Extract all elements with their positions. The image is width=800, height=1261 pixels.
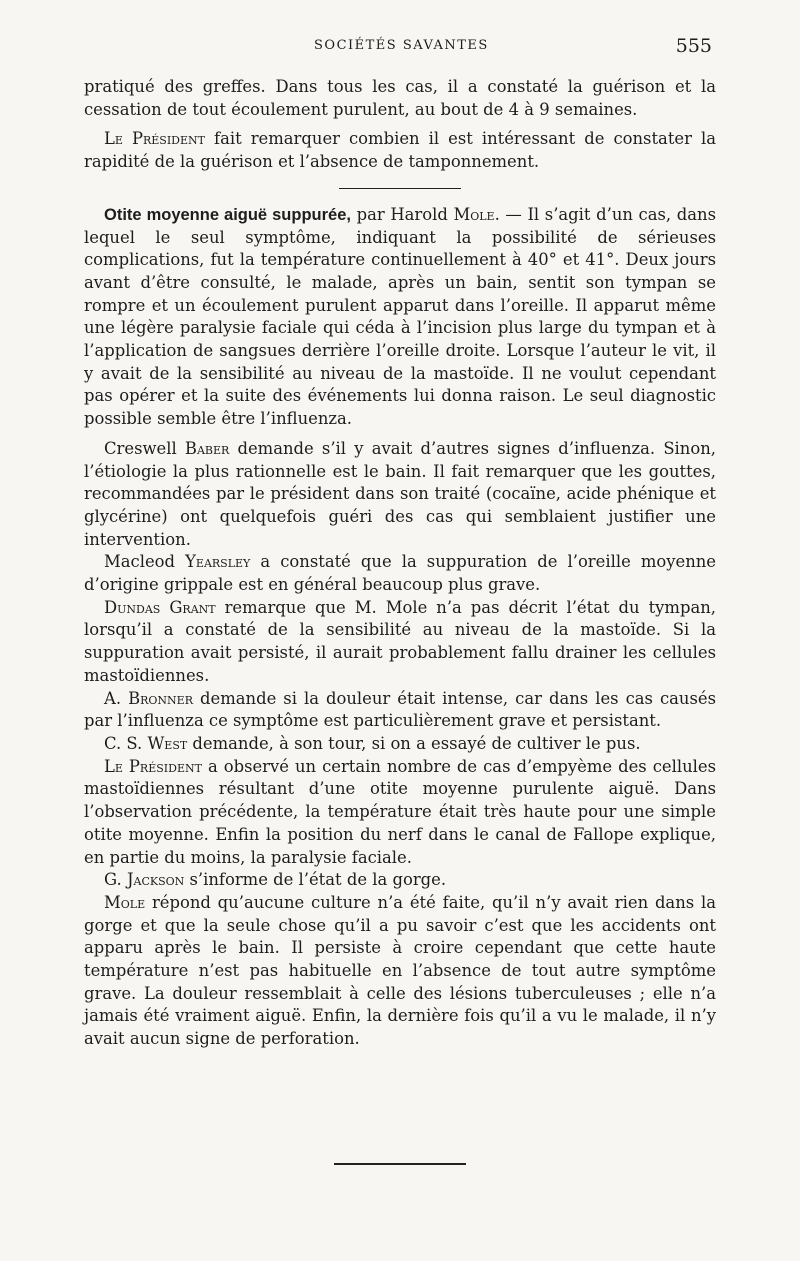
paragraph-bronner: [84, 688, 716, 733]
speaker-name: Mole: [104, 892, 146, 912]
speaker-prefix: Macleod: [104, 552, 186, 572]
article-title: Otite moyenne aiguë suppurée,: [104, 205, 351, 224]
paragraph-text: demande s’il y avait d’autres signes d’influenza. Sinon, l’étiologie la plus rationnelle est le bain. Il fait remarquer que les gouttes, recommandées par le président dans son traité (cocaïne, acide phénique et glycérine) ont quelquefois guéri des cas qui semblaient justifier une intervention.: [84, 438, 716, 549]
body-text: [84, 76, 716, 1051]
section-divider: [339, 188, 461, 189]
paragraph-mole-reply: [84, 892, 716, 1051]
paragraph-yearsley: [84, 551, 716, 596]
paragraph-text: fait remarquer combien il est intéressant de constater la rapidité de la guérison et l’absence de tamponnement.: [84, 129, 716, 172]
speaker-prefix: C. S.: [104, 733, 148, 753]
page-number: 555: [675, 35, 712, 57]
paragraph-text: demande si la douleur était intense, car dans les cas causés par l’influenza ce symptôme est particulièrement grave et persistant.: [84, 688, 716, 731]
paragraph-text: remarque que M. Mole n’a pas décrit l’état du tympan, lorsqu’il a constaté de la sensibilité au niveau de la mastoïde. Si la suppuration avait persisté, il aurait probablement fallu drainer les cellules mastoïdiennes.: [84, 597, 717, 685]
speaker-prefix: Creswell: [104, 438, 185, 458]
speaker-prefix: A.: [104, 688, 129, 708]
speaker-name: Baber: [184, 438, 230, 458]
running-head: [84, 35, 716, 62]
paragraph-text: s’informe de l’état de la gorge.: [184, 870, 447, 890]
speaker-name: West: [147, 733, 188, 753]
running-title: SOCIÉTÉS SAVANTES: [314, 38, 489, 53]
speaker-prefix: G.: [104, 870, 127, 890]
paragraph-west: [84, 733, 716, 756]
paragraph-president-remark: [84, 128, 716, 173]
speaker-name: Bronner: [128, 688, 193, 708]
speaker-name: Jackson: [126, 870, 185, 890]
paragraph-greffes: [84, 76, 716, 121]
paragraph-case-report: [84, 204, 716, 431]
paragraph-president-observation: [84, 756, 716, 870]
speaker-name: Le Président: [104, 756, 202, 776]
paragraph-text: demande, à son tour, si on a essayé de cultiver le pus.: [187, 733, 641, 753]
paragraph-text: . — Il s’agit d’un cas, dans lequel le seul symptôme, indiquant la possibilité de sérieuses complications, fut la température continuellement à 40° et 41°. Deux jours avant d’être consulté, le malade, après un bain, sentit son tympan se rompre et un écoulement purulent apparut dans l’oreille. Il apparut même une légère paralysie faciale qui céda à l’incision plus large du tympan et à l’application de sangsues derrière l’oreille droite. Lorsque l’auteur le vit, il y avait de la sensibilité au niveau de la mastoïde. Il ne voulut cependant pas opérer et la suite des événements lui donna raison. Le seul diagnostic possible semble être l’influenza.: [84, 204, 716, 429]
speaker-name: Dundas Grant: [104, 597, 216, 617]
paragraph-text: répond qu’aucune culture n’a été faite, qu’il n’y avait rien dans la gorge et que la seule chose qu’il a pu savoir c’est que les accidents ont apparu après le bain. Il persiste à croire cependant que cette haute température n’est pas habituelle en l’absence de tout autre symptôme grave. La douleur ressemblait à celle des lésions tuberculeuses ; elle n’a jamais été vraiment aiguë. Enfin, la dernière fois qu’il a vu le malade, il n’y avait aucun signe de perforation.: [84, 892, 716, 1049]
paragraph-text: a observé un certain nombre de cas d’empyème des cellules mastoïdiennes résultant d’une otite moyenne purulente aiguë. Dans l’observation précédente, la température était très haute pour une simple otite moyenne. Enfin la position du nerf dans le canal de Fallope explique, en partie du moins, la paralysie faciale.: [84, 756, 716, 867]
paragraph-text: a constaté que la suppuration de l’oreille moyenne d’origine grippale est en général beaucoup plus grave.: [84, 552, 717, 595]
speaker-name: Le Président: [104, 129, 205, 149]
paragraph-text: pratiqué des greffes. Dans tous les cas, il a constaté la guérison et la cessation de tout écoulement purulent, au bout de 4 à 9 semaines.: [84, 77, 716, 119]
end-divider: [334, 1163, 466, 1165]
paragraph-baber: [84, 438, 716, 552]
paragraph-dundas-grant: [84, 597, 716, 688]
author-prefix: par Harold: [350, 204, 454, 224]
author-name: Mole: [453, 204, 495, 224]
speaker-name: Yearsley: [185, 552, 251, 572]
paragraph-jackson: [84, 869, 716, 892]
